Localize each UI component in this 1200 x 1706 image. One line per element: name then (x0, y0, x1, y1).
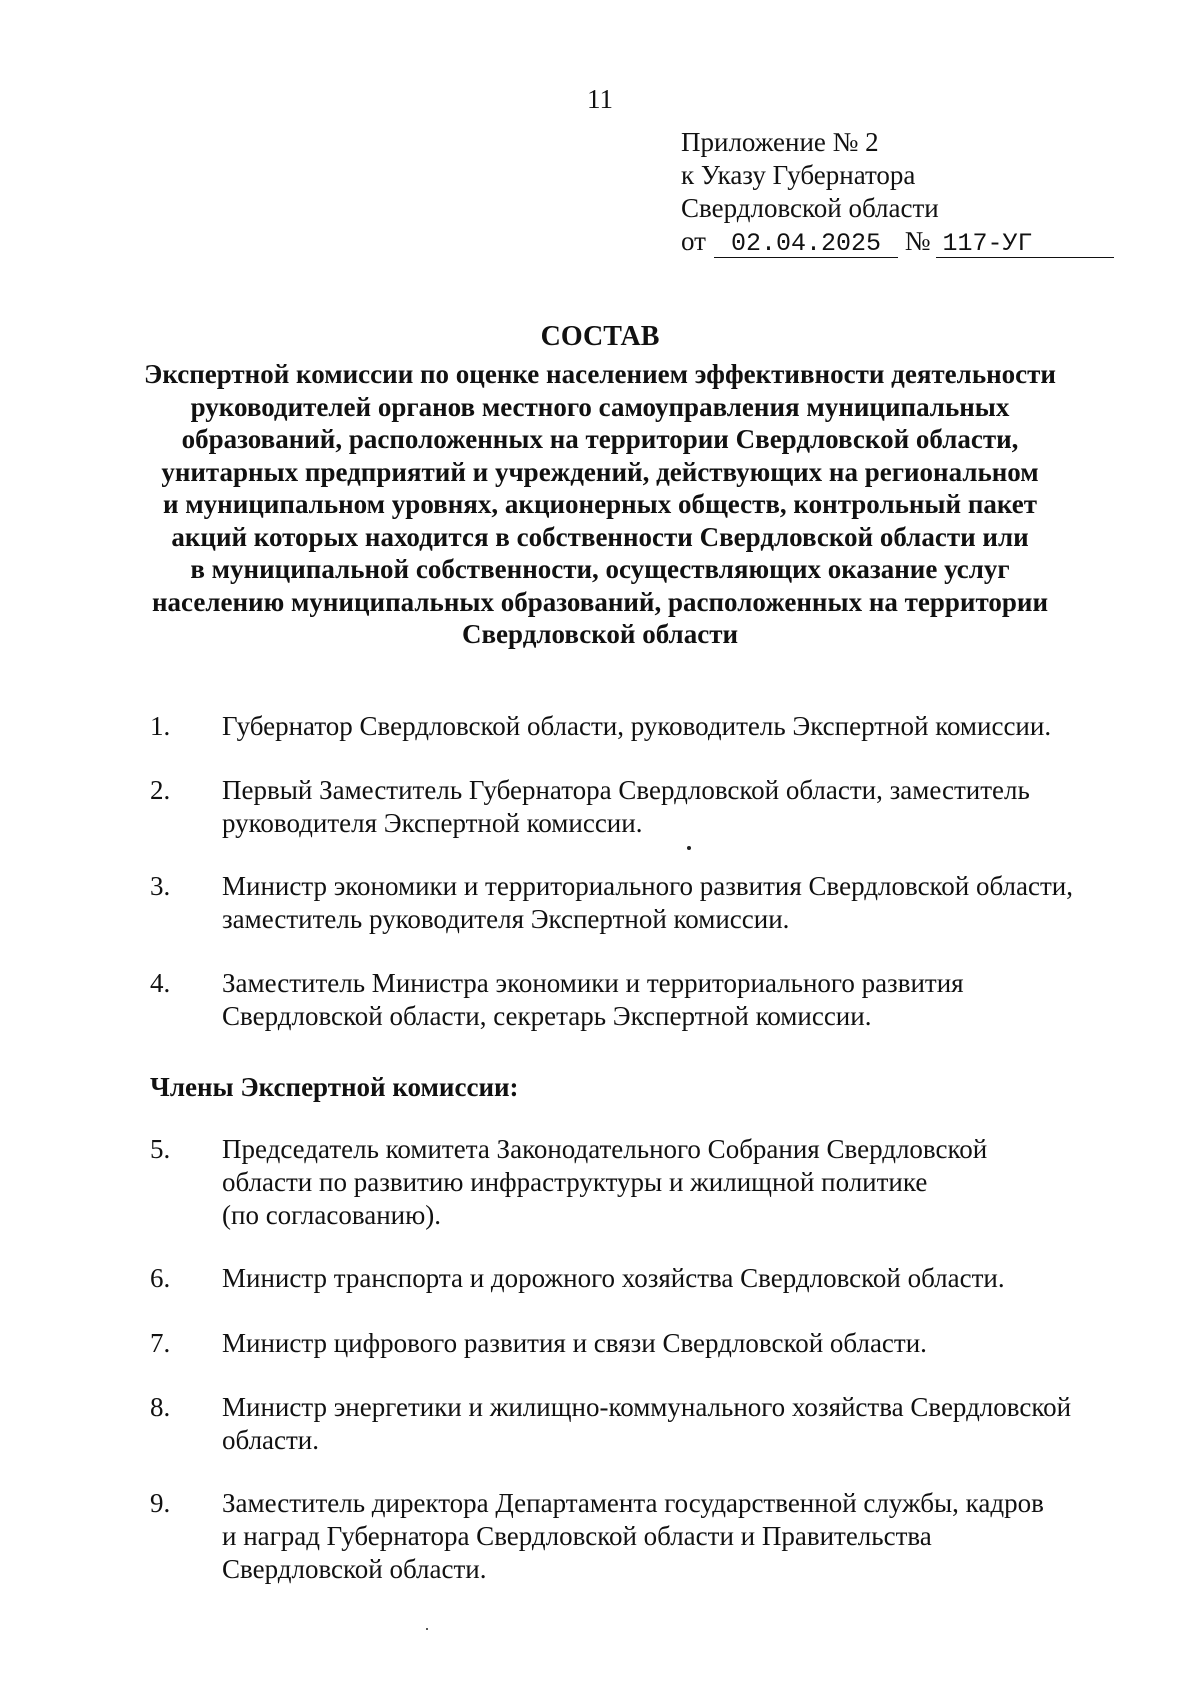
subtitle-line: акций которых находится в собственности Свердловской области или (171, 521, 1029, 552)
appendix-line-2: к Указу Губернатора (681, 160, 916, 190)
appendix-line-3: Свердловской области (681, 193, 939, 223)
list-item-line: Губернатор Свердловской области, руководитель Экспертной комиссии. (222, 711, 1052, 741)
list-item-number: 3. (150, 871, 171, 901)
list-item-text (222, 1327, 1122, 1360)
list-item-text (222, 1262, 1122, 1295)
subtitle-line: руководителей органов местного самоуправления муниципальных (190, 391, 1010, 422)
list-item-line: Заместитель Министра экономики и территориального развития (222, 968, 964, 998)
subtitle-line: Свердловской области (461, 619, 739, 649)
list-item-line: Председатель комитета Законодательного Собрания Свердловской (222, 1134, 988, 1164)
number-label: № (904, 226, 931, 256)
list-item-number: 9. (150, 1488, 171, 1518)
appendix-line-1: Приложение № 2 (681, 127, 879, 157)
from-label: от (681, 226, 706, 256)
list-item-number: 2. (150, 775, 171, 805)
list-item-line: (по согласованию). (222, 1200, 442, 1230)
list-item-line: Министр транспорта и дорожного хозяйства Свердловской области. (222, 1263, 1005, 1293)
list-item-line: и наград Губернатора Свердловской области и Правительства (222, 1521, 932, 1551)
document-subtitle (100, 358, 1100, 651)
list-item-line: Министр цифрового развития и связи Свердловской области. (222, 1328, 927, 1358)
list-item-text (222, 710, 1122, 743)
subtitle-line: образований, расположенных на территории Свердловской области, (181, 424, 1019, 454)
list-item-text (222, 1391, 1122, 1457)
subtitle-line: Экспертной комиссии по оценке населением эффективности деятельности (144, 359, 1056, 389)
subtitle-line: и муниципальном уровнях, акционерных обществ, контрольный пакет (162, 489, 1038, 519)
list-item-line: Заместитель директора Департамента государственной службы, кадров (222, 1488, 1044, 1518)
list-item-text (222, 967, 1122, 1033)
list-item-line: Министр энергетики и жилищно-коммунального хозяйства Свердловской (222, 1392, 1072, 1422)
page-number: 11 (587, 84, 613, 114)
list-item-text (222, 774, 1122, 840)
list-item-number: 5. (150, 1134, 171, 1164)
list-item-number: 4. (150, 968, 171, 998)
list-item-text (222, 1487, 1122, 1586)
list-item-number: 8. (150, 1392, 171, 1422)
list-item-line: области по развитию инфраструктуры и жилищной политике (222, 1167, 928, 1197)
title-block (100, 320, 1100, 651)
list-item-text (222, 1133, 1122, 1232)
scan-speck (426, 1628, 428, 1630)
subtitle-line: унитарных предприятий и учреждений, действующих на региональном (161, 456, 1039, 487)
decree-date: 02.04.2025 (714, 231, 898, 258)
document-title: СОСТАВ (540, 321, 660, 352)
list-item-line: заместитель руководителя Экспертной комиссии. (222, 904, 790, 934)
appendix-date-line (681, 225, 1114, 258)
list-item-number: 1. (150, 711, 171, 741)
list-item-number: 7. (150, 1328, 171, 1358)
subtitle-line: населению муниципальных образований, расположенных на территории (152, 586, 1048, 617)
members-heading: Члены Экспертной комиссии: (150, 1072, 519, 1102)
list-item-line: области. (222, 1425, 320, 1455)
list-item-line: Свердловской области, секретарь Экспертной комиссии. (222, 1001, 872, 1031)
list-item-number: 6. (150, 1263, 171, 1293)
scan-speck (687, 846, 691, 850)
subtitle-line: в муниципальной собственности, осуществляющих оказание услуг (190, 554, 1010, 584)
list-item-line: Министр экономики и территориального развития Свердловской области, (222, 871, 1074, 901)
list-item-text (222, 870, 1122, 936)
list-item-line: Первый Заместитель Губернатора Свердловской области, заместитель (222, 775, 1030, 805)
list-item-line: руководителя Экспертной комиссии. (222, 808, 643, 838)
list-item-line: Свердловской области. (222, 1554, 487, 1584)
decree-number: 117-УГ (936, 231, 1114, 258)
appendix-header (681, 126, 1114, 258)
